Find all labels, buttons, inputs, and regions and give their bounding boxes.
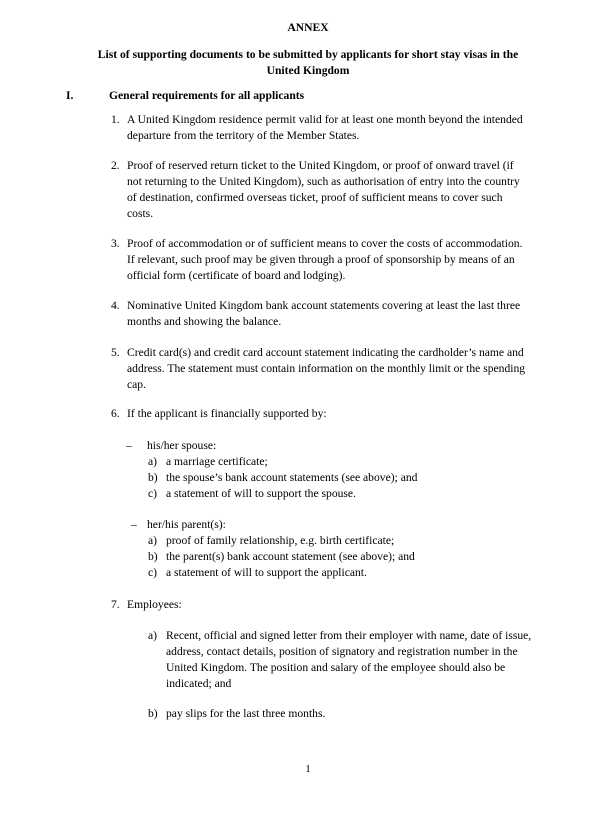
dash-bullet: – <box>126 439 132 452</box>
item-number: 2. <box>111 159 120 172</box>
sub-item-text-line: indicated; and <box>166 677 232 690</box>
item-text-line: Proof of reserved return ticket to the United Kingdom, or proof of onward travel (if <box>127 159 514 172</box>
employees-label: Employees: <box>127 598 182 611</box>
item-text-line: cap. <box>127 378 146 391</box>
item-text-line: Proof of accommodation or of sufficient means to cover the costs of accommodation. <box>127 237 523 250</box>
document-title-line-1: List of supporting documents to be submitted by applicants for short stay visas in the <box>97 48 519 61</box>
page-number: 1 <box>305 763 311 775</box>
item-text-line: If relevant, such proof may be given through a proof of sponsorship by means of an <box>127 253 515 266</box>
item-text-line: Nominative United Kingdom bank account statements covering at least the last three <box>127 299 521 312</box>
sub-item-text: a statement of will to support the spouse. <box>166 487 356 500</box>
sub-item-text-line: Recent, official and signed letter from their employer with name, date of issue, <box>166 629 532 642</box>
item-text-line: months and showing the balance. <box>127 315 282 328</box>
item-text-line: of destination, confirmed overseas ticket, proof of sufficient means to cover such <box>127 191 503 204</box>
dash-bullet: – <box>131 518 137 531</box>
sub-item-text-line: United Kingdom. The position and salary of the employee should also be <box>166 661 506 674</box>
section-title: General requirements for all applicants <box>109 89 305 102</box>
sub-item-letter: b) <box>148 471 158 484</box>
parents-label: her/his parent(s): <box>147 518 226 531</box>
item-text-line: official form (certificate of board and lodging). <box>127 269 346 282</box>
item-text-line: A United Kingdom residence permit valid for at least one month beyond the intended <box>127 113 523 126</box>
sub-item-text: pay slips for the last three months. <box>166 707 326 720</box>
item-text-line: not returning to the United Kingdom), such as authorisation of entry into the country <box>127 175 520 188</box>
item-number: 4. <box>111 299 120 312</box>
item-text-line: address. The statement must contain information on the monthly limit or the spending <box>127 362 526 375</box>
item-text-line: If the applicant is financially supported by: <box>127 407 327 420</box>
item-text-line: costs. <box>127 207 154 220</box>
sub-item-letter: a) <box>148 455 158 468</box>
sub-item-text: a statement of will to support the applicant. <box>166 566 367 579</box>
sub-item-letter: b) <box>148 707 158 720</box>
sub-item-text: a marriage certificate; <box>166 455 268 468</box>
sub-item-text: proof of family relationship, e.g. birth certificate; <box>166 534 395 547</box>
sub-item-letter: a) <box>148 534 158 547</box>
sub-item-text: the parent(s) bank account statement (see above); and <box>166 550 415 563</box>
spouse-label: his/her spouse: <box>147 439 217 452</box>
item-number: 5. <box>111 346 120 359</box>
item-number: 1. <box>111 113 120 126</box>
item-number: 7. <box>111 598 120 611</box>
sub-item-letter: c) <box>148 487 158 500</box>
item-text-line: departure from the territory of the Member States. <box>127 129 360 142</box>
sub-item-letter: a) <box>148 629 158 642</box>
sub-item-letter: c) <box>148 566 158 579</box>
sub-item-letter: b) <box>148 550 158 563</box>
annex-heading: ANNEX <box>287 21 329 34</box>
document-title-line-2: United Kingdom <box>266 64 350 77</box>
item-number: 6. <box>111 407 120 420</box>
item-text-line: Credit card(s) and credit card account statement indicating the cardholder’s name and <box>127 346 524 359</box>
item-number: 3. <box>111 237 120 250</box>
sub-item-text: the spouse’s bank account statements (see above); and <box>166 471 418 484</box>
section-number: I. <box>66 89 74 102</box>
sub-item-text-line: address, contact details, position of signatory and registration number in the <box>166 645 518 658</box>
